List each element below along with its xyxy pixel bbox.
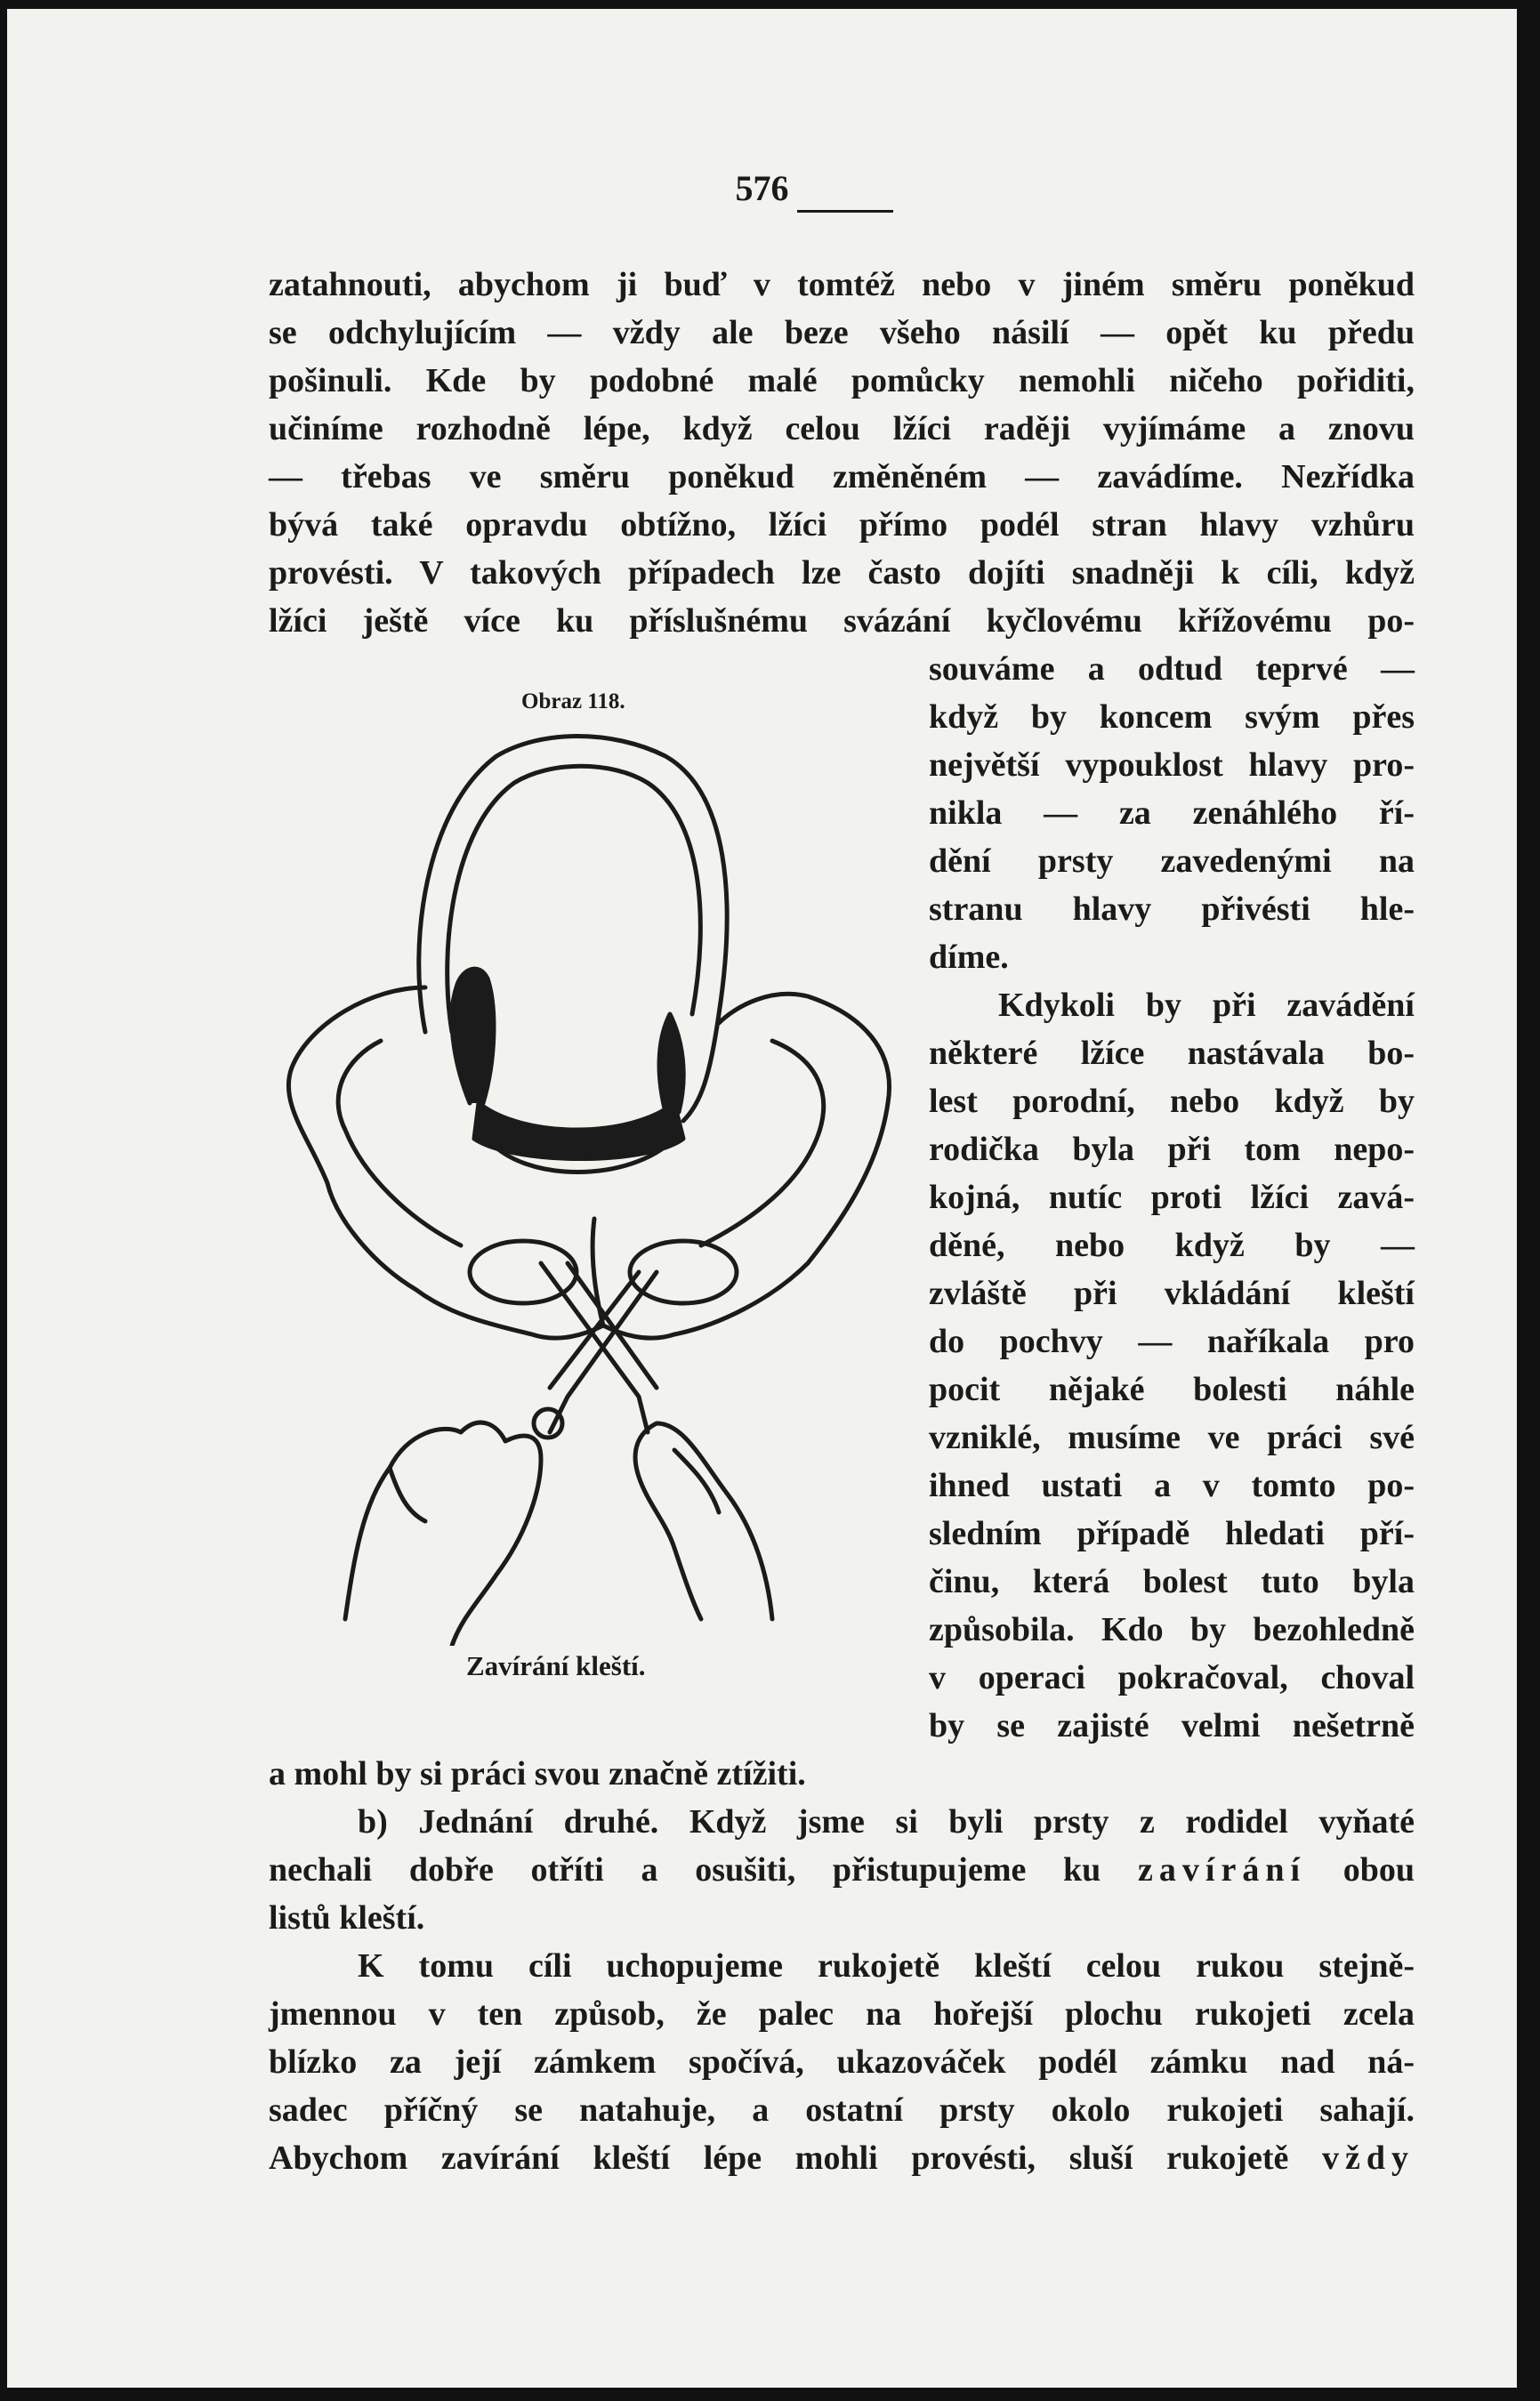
section-b-line: listů kleští. <box>269 1899 425 1937</box>
column-line: zvláště při vkládání kleští <box>929 1275 1415 1312</box>
text-line: pošinuli. Kde by podobné malé pomůcky nemohli ničeho pořiditi, <box>269 362 1415 399</box>
section-b-line <box>358 1801 1415 1842</box>
text-span: Abychom zavírání kleští lépe mohli provésti, sluší rukojetě <box>269 2139 1289 2177</box>
page-number-rule <box>797 210 893 213</box>
text-line: — třebas ve směru poněkud změněném — zavádíme. Nezřídka <box>269 458 1415 496</box>
column-line: lest porodní, nebo když by <box>929 1083 1415 1120</box>
column-line: některé lžíce nastávala bo- <box>929 1035 1415 1072</box>
column-line: by se zajisté velmi nešetrně <box>929 1707 1415 1744</box>
book-page <box>7 9 1517 2388</box>
text-span: nechali dobře otříti a osušiti, přistupujeme ku <box>269 1851 1101 1889</box>
column-line: činu, která bolest tuto byla <box>929 1563 1415 1600</box>
text-line: K tomu cíli uchopujeme rukojetě kleští celou rukou stejně- <box>358 1947 1415 1985</box>
text-line <box>269 2138 1415 2179</box>
figure-caption: Zavírání kleští. <box>466 1650 646 1681</box>
column-line: nikla — za zenáhlého ří- <box>929 794 1415 832</box>
text-line: se odchylujícím — vždy ale beze všeho násilí — opět ku předu <box>269 314 1415 351</box>
column-line: v operaci pokračoval, choval <box>929 1659 1415 1696</box>
text-line: bývá také opravdu obtížno, lžíci přímo podél stran hlavy vzhůru <box>269 506 1415 544</box>
spaced-term: zavírání <box>1138 1851 1307 1889</box>
text-line: a mohl by si práci svou značně ztížiti. <box>269 1755 806 1793</box>
column-line: děné, nebo když by — <box>929 1227 1415 1264</box>
column-line: vzniklé, musíme ve práci své <box>929 1419 1415 1456</box>
column-line: když by koncem svým přes <box>929 698 1415 736</box>
text-line: lžíci ještě více ku příslušnému svázání kyčlovému křížovému po- <box>269 602 1415 640</box>
spaced-term: vždy <box>1322 2139 1415 2177</box>
column-line: dění prsty zavedenými na <box>929 842 1415 880</box>
column-line: sledním případě hledati pří- <box>929 1515 1415 1552</box>
section-b-line <box>269 1849 1415 1890</box>
text-line: jmennou v ten způsob, že palec na hořejší plochu rukojeti zcela <box>269 1995 1415 2033</box>
column-line: rodička byla při tom nepo- <box>929 1131 1415 1168</box>
column-line: největší vypouklost hlavy pro- <box>929 746 1415 784</box>
text-line: provésti. V takových případech lze často dojíti snadněji k cíli, když <box>269 554 1415 592</box>
section-marker: b) <box>358 1803 388 1841</box>
text-span: obou <box>1342 1851 1415 1889</box>
page-number: 576 <box>735 168 789 208</box>
section-first-line: Jednání druhé. Když jsme si byli prsty z rodidel vyňaté <box>418 1803 1415 1841</box>
figure-label: Obraz 118. <box>521 689 625 713</box>
column-line: souváme a odtud teprvé — <box>929 650 1415 688</box>
text-line: učiníme rozhodně lépe, když celou lžíci raději vyjímáme a znovu <box>269 410 1415 447</box>
column-line: díme. <box>929 939 1009 976</box>
column-line: způsobila. Kdo by bezohledně <box>929 1611 1415 1648</box>
column-line: kojná, nutíc proti lžíci zavá- <box>929 1179 1415 1216</box>
text-line: zatahnouti, abychom ji buď v tomtéž nebo v jiném směru poněkud <box>269 266 1415 303</box>
column-line: pocit nějaké bolesti náhle <box>929 1371 1415 1408</box>
text-line: sadec příčný se natahuje, a ostatní prsty okolo rukojeti sahají. <box>269 2091 1415 2129</box>
column-line: stranu hlavy přivésti hle- <box>929 890 1415 928</box>
forceps-illustration <box>274 721 897 1646</box>
text-line: blízko za její zámkem spočívá, ukazováček podél zámku nad ná- <box>269 2043 1415 2081</box>
column-line: Kdykoli by při zavádění <box>998 987 1415 1024</box>
column-line: ihned ustati a v tomto po- <box>929 1467 1415 1504</box>
column-line: do pochvy — naříkala pro <box>929 1323 1415 1360</box>
